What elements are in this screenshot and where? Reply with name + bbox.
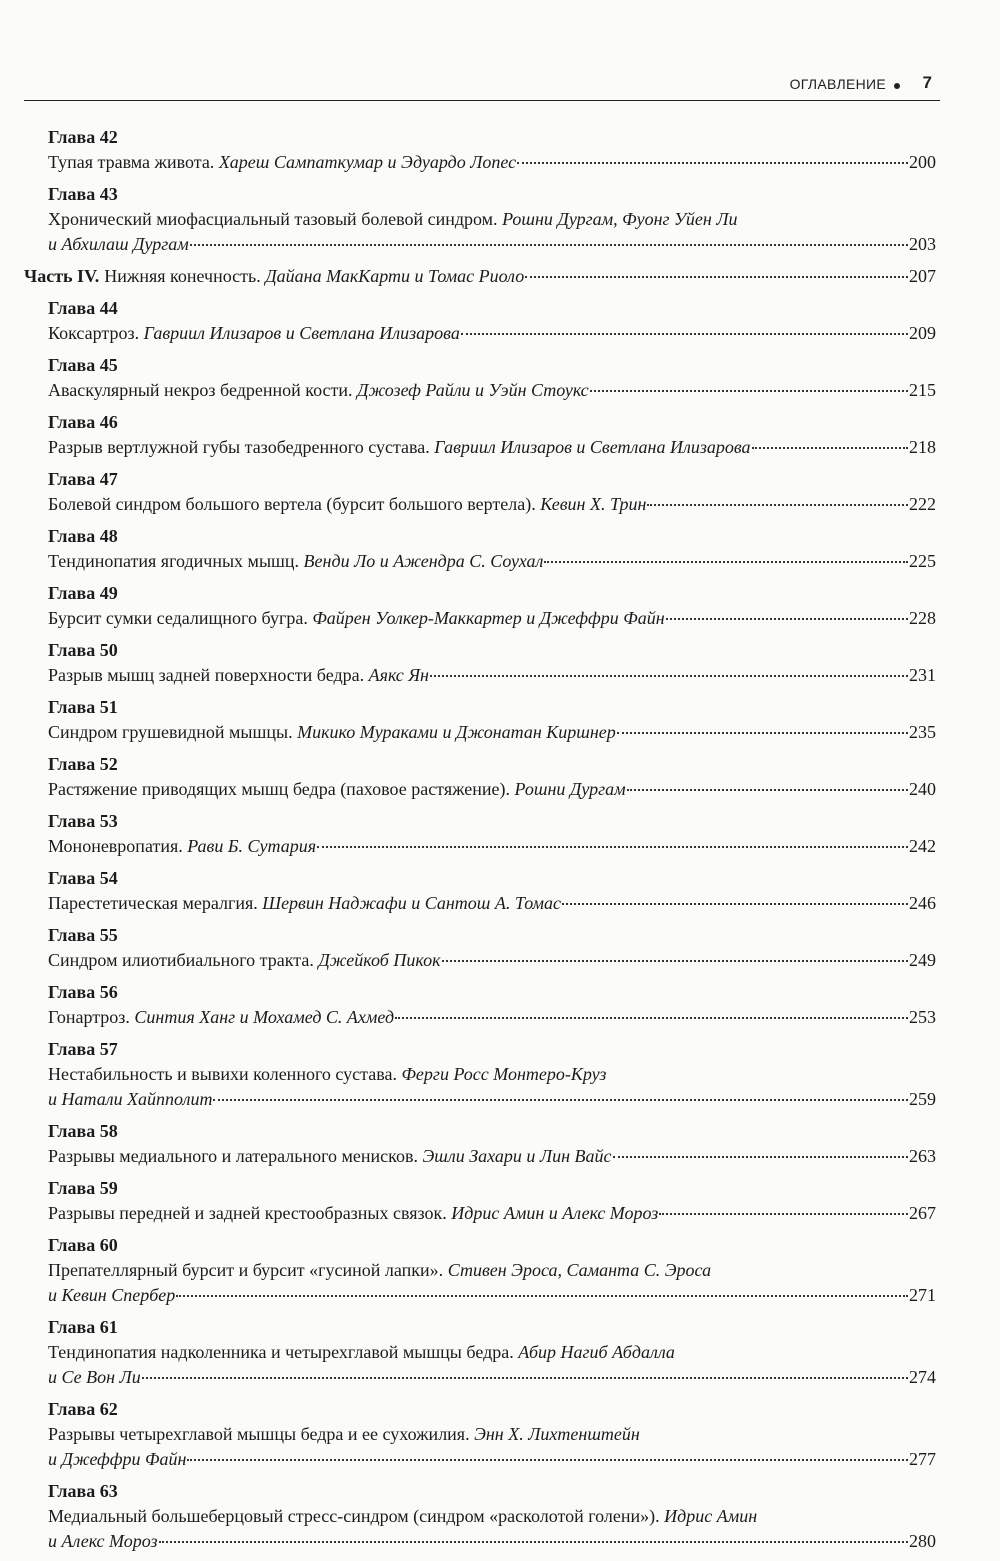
toc-line xyxy=(48,150,936,175)
chapter-title: Растяжение приводящих мышц бедра (паховое растяжение). xyxy=(48,779,511,799)
chapter-title: Разрыв мышц задней поверхности бедра. xyxy=(48,665,365,685)
chapter-authors: Дайана МакКарти и Томас Риоло xyxy=(265,266,525,286)
toc-chapter-entry xyxy=(24,866,936,916)
dot-leader xyxy=(159,1541,908,1543)
page-ref: 267 xyxy=(909,1203,936,1223)
toc-chapter-entry xyxy=(24,638,936,688)
chapter-label: Глава 51 xyxy=(48,697,118,717)
toc-chapter-entry xyxy=(24,1119,936,1169)
toc-line xyxy=(48,321,936,346)
chapter-label: Глава 50 xyxy=(48,640,118,660)
toc-line xyxy=(48,378,936,403)
chapter-authors: Идрис Амин xyxy=(664,1506,758,1526)
table-of-contents xyxy=(24,125,936,1561)
dot-leader xyxy=(442,960,909,962)
chapter-authors: Рошни Дургам xyxy=(514,779,626,799)
dot-leader xyxy=(613,1156,908,1158)
page-ref: 240 xyxy=(909,779,936,799)
toc-chapter-entry xyxy=(24,809,936,859)
chapter-authors: Хареш Сампаткумар и Эдуардо Лопес xyxy=(218,152,517,172)
toc-line xyxy=(48,1087,936,1112)
toc-line xyxy=(48,1529,936,1554)
chapter-title-line xyxy=(48,1422,936,1447)
page-ref: 280 xyxy=(909,1531,936,1551)
dot-leader xyxy=(562,903,908,905)
chapter-title-line xyxy=(48,1062,936,1087)
chapter-authors: и Кевин Спербер xyxy=(48,1285,176,1305)
chapter-label: Глава 44 xyxy=(48,298,118,318)
chapter-label: Глава 52 xyxy=(48,754,118,774)
toc-chapter-entry xyxy=(24,752,936,802)
page-ref: 242 xyxy=(909,836,936,856)
toc-chapter-entry xyxy=(24,182,936,257)
toc-chapter-entry xyxy=(24,1397,936,1472)
chapter-label: Глава 53 xyxy=(48,811,118,831)
chapter-title: Болевой синдром большого вертела (бурсит большого вертела). xyxy=(48,494,536,514)
part-title: Нижняя конечность. xyxy=(104,266,261,286)
toc-chapter-entry xyxy=(24,1176,936,1226)
chapter-authors: Синтия Ханг и Мохамед С. Ахмед xyxy=(134,1007,395,1027)
chapter-authors: Файрен Уолкер-Маккартер и Джеффри Файн xyxy=(312,608,665,628)
page-ref: 249 xyxy=(909,950,936,970)
page-ref: 253 xyxy=(909,1007,936,1027)
chapter-authors: Аякс Ян xyxy=(368,665,429,685)
page-number: 7 xyxy=(922,73,932,92)
chapter-authors: Эшли Захари и Лин Вайс xyxy=(422,1146,612,1166)
toc-line xyxy=(48,232,936,257)
toc-line xyxy=(48,663,936,688)
dot-leader xyxy=(590,390,908,392)
toc-line xyxy=(48,549,936,574)
page-ref: 259 xyxy=(909,1089,936,1109)
chapter-title: Разрывы передней и задней крестообразных связок. xyxy=(48,1203,447,1223)
chapter-title: Хронический миофасциальный тазовый болевой синдром. xyxy=(48,209,498,229)
chapter-title: Тупая травма живота. xyxy=(48,152,215,172)
chapter-title: Тендинопатия ягодичных мышц. xyxy=(48,551,300,571)
chapter-title: Разрыв вертлужной губы тазобедренного сустава. xyxy=(48,437,430,457)
toc-line xyxy=(48,606,936,631)
chapter-authors: Кевин Х. Трин xyxy=(540,494,647,514)
toc-chapter-entry xyxy=(24,410,936,460)
page-ref: 215 xyxy=(909,380,936,400)
page-ref: 207 xyxy=(909,266,936,286)
toc-chapter-entry xyxy=(24,125,936,175)
dot-leader xyxy=(659,1213,908,1215)
toc-chapter-entry xyxy=(24,296,936,346)
chapter-label: Глава 47 xyxy=(48,469,118,489)
chapter-title: Препателлярный бурсит и бурсит «гусиной лапки». xyxy=(48,1260,444,1280)
toc-chapter-entry xyxy=(24,980,936,1030)
chapter-authors: Гавриил Илизаров и Светлана Илизарова xyxy=(143,323,460,343)
chapter-label: Глава 46 xyxy=(48,412,118,432)
toc-line xyxy=(24,264,936,289)
page-ref: 218 xyxy=(909,437,936,457)
dot-leader xyxy=(517,162,908,164)
toc-line xyxy=(48,720,936,745)
chapter-title: Аваскулярный некроз бедренной кости. xyxy=(48,380,353,400)
page-ref: 222 xyxy=(909,494,936,514)
chapter-title-line xyxy=(48,1258,936,1283)
toc-chapter-entry xyxy=(24,353,936,403)
toc-chapter-entry xyxy=(24,1037,936,1112)
bullet-icon xyxy=(894,83,900,89)
chapter-authors: Микико Мураками и Джонатан Киршнер xyxy=(297,722,616,742)
toc-chapter-entry xyxy=(24,1233,936,1308)
chapter-authors: и Джеффри Файн xyxy=(48,1449,187,1469)
toc-line xyxy=(48,834,936,859)
chapter-title: Разрывы медиального и латерального менисков. xyxy=(48,1146,419,1166)
chapter-title: Синдром илиотибиального тракта. xyxy=(48,950,314,970)
running-header xyxy=(24,70,940,101)
toc-chapter-entry xyxy=(24,1479,936,1554)
dot-leader xyxy=(395,1017,908,1019)
header-title: ОГЛАВЛЕНИЕ xyxy=(789,76,886,92)
toc-line xyxy=(48,891,936,916)
toc-chapter-entry xyxy=(24,524,936,574)
dot-leader xyxy=(544,561,908,563)
chapter-title: Коксартроз. xyxy=(48,323,140,343)
chapter-authors: Стивен Эроса, Саманта С. Эроса xyxy=(447,1260,712,1280)
dot-leader xyxy=(190,244,908,246)
chapter-title: Медиальный большеберцовый стресс-синдром (синдром «расколотой голени»). xyxy=(48,1506,660,1526)
chapter-authors: и Алекс Мороз xyxy=(48,1531,158,1551)
toc-line xyxy=(48,1283,936,1308)
chapter-authors: Ферги Росс Монтеро-Круз xyxy=(401,1064,607,1084)
chapter-label: Глава 48 xyxy=(48,526,118,546)
chapter-title-line xyxy=(48,1340,936,1365)
chapter-title-line xyxy=(48,1504,936,1529)
chapter-title: Бурсит сумки седалищного бугра. xyxy=(48,608,308,628)
toc-chapter-entry xyxy=(24,467,936,517)
toc-line xyxy=(48,1365,936,1390)
chapter-label: Глава 43 xyxy=(48,184,118,204)
dot-leader xyxy=(430,675,908,677)
chapter-title: Мононевропатия. xyxy=(48,836,183,856)
chapter-authors: Джейкоб Пикок xyxy=(318,950,441,970)
page-ref: 203 xyxy=(909,234,936,254)
page-ref: 263 xyxy=(909,1146,936,1166)
chapter-authors: Абир Нагиб Абдалла xyxy=(518,1342,675,1362)
chapter-label: Глава 55 xyxy=(48,925,118,945)
toc-part-entry xyxy=(24,264,936,289)
toc-chapter-entry xyxy=(24,581,936,631)
dot-leader xyxy=(142,1377,908,1379)
toc-line xyxy=(48,1201,936,1226)
dot-leader xyxy=(317,846,908,848)
dot-leader xyxy=(213,1099,908,1101)
toc-chapter-entry xyxy=(24,695,936,745)
chapter-label: Глава 62 xyxy=(48,1399,118,1419)
chapter-label: Глава 42 xyxy=(48,127,118,147)
toc-chapter-entry xyxy=(24,923,936,973)
chapter-authors: Рошни Дургам, Фуонг Уйен Ли xyxy=(502,209,738,229)
part-label: Часть IV. xyxy=(24,266,100,286)
chapter-authors: и Се Вон Ли xyxy=(48,1367,141,1387)
toc-chapter-entry xyxy=(24,1315,936,1390)
page-ref: 277 xyxy=(909,1449,936,1469)
page-ref: 200 xyxy=(909,152,936,172)
chapter-authors: Шервин Наджафи и Сантош А. Томас xyxy=(262,893,561,913)
chapter-authors: и Абхилаш Дургам xyxy=(48,234,189,254)
chapter-label: Глава 54 xyxy=(48,868,118,888)
page-ref: 274 xyxy=(909,1367,936,1387)
chapter-authors: Гавриил Илизаров и Светлана Илизарова xyxy=(434,437,751,457)
dot-leader xyxy=(647,504,908,506)
chapter-title-line xyxy=(48,207,936,232)
chapter-title: Синдром грушевидной мышцы. xyxy=(48,722,293,742)
chapter-label: Глава 63 xyxy=(48,1481,118,1501)
page-ref: 209 xyxy=(909,323,936,343)
toc-line xyxy=(48,777,936,802)
dot-leader xyxy=(752,447,908,449)
chapter-title: Гонартроз. xyxy=(48,1007,130,1027)
chapter-title: Разрывы четырехглавой мышцы бедра и ее сухожилия. xyxy=(48,1424,470,1444)
page-ref: 235 xyxy=(909,722,936,742)
chapter-label: Глава 56 xyxy=(48,982,118,1002)
dot-leader xyxy=(461,333,908,335)
dot-leader xyxy=(627,789,908,791)
chapter-label: Глава 61 xyxy=(48,1317,118,1337)
chapter-authors: Джозеф Райли и Уэйн Стоукс xyxy=(357,380,589,400)
page-ref: 228 xyxy=(909,608,936,628)
toc-line xyxy=(48,1005,936,1030)
chapter-label: Глава 45 xyxy=(48,355,118,375)
chapter-label: Глава 49 xyxy=(48,583,118,603)
chapter-label: Глава 60 xyxy=(48,1235,118,1255)
toc-line xyxy=(48,435,936,460)
page-ref: 225 xyxy=(909,551,936,571)
toc-line xyxy=(48,948,936,973)
page-ref: 271 xyxy=(909,1285,936,1305)
dot-leader xyxy=(666,618,908,620)
toc-line xyxy=(48,1144,936,1169)
dot-leader xyxy=(617,732,908,734)
dot-leader xyxy=(525,276,908,278)
chapter-label: Глава 59 xyxy=(48,1178,118,1198)
chapter-authors: Энн Х. Лихтенштейн xyxy=(474,1424,640,1444)
chapter-title: Тендинопатия надколенника и четырехглавой мышцы бедра. xyxy=(48,1342,514,1362)
dot-leader xyxy=(176,1295,908,1297)
page-ref: 246 xyxy=(909,893,936,913)
chapter-title: Нестабильность и вывихи коленного сустава. xyxy=(48,1064,397,1084)
page-ref: 231 xyxy=(909,665,936,685)
dot-leader xyxy=(187,1459,908,1461)
chapter-authors: Идрис Амин и Алекс Мороз xyxy=(451,1203,659,1223)
chapter-label: Глава 57 xyxy=(48,1039,118,1059)
toc-line xyxy=(48,1447,936,1472)
chapter-authors: Венди Ло и Ажендра С. Соухал xyxy=(303,551,544,571)
chapter-authors: Рави Б. Сутария xyxy=(187,836,317,856)
chapter-label: Глава 58 xyxy=(48,1121,118,1141)
toc-line xyxy=(48,492,936,517)
chapter-title: Парестетическая мералгия. xyxy=(48,893,258,913)
chapter-authors: и Натали Хайпполит xyxy=(48,1089,213,1109)
